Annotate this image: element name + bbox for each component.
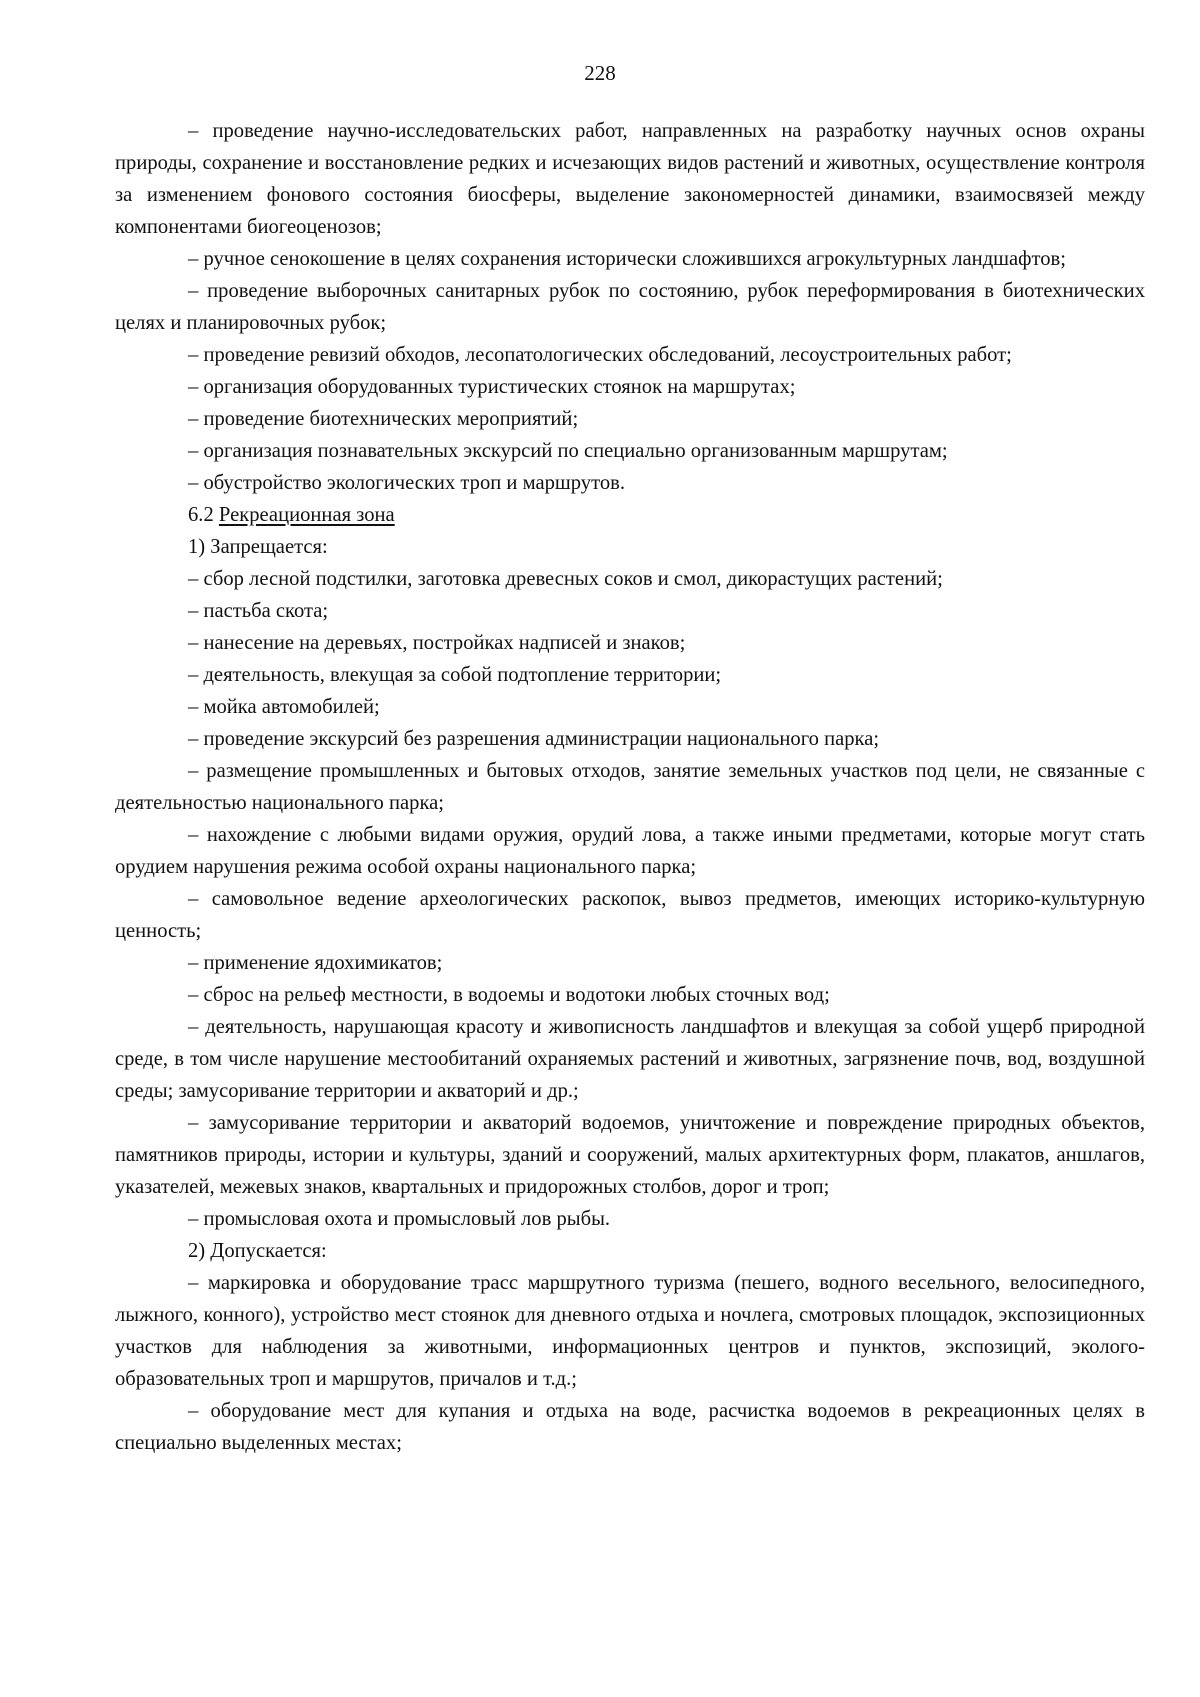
list-item: – организация познавательных экскурсий по специально организованным маршрутам;	[188, 440, 948, 462]
section-number: 6.2	[188, 504, 214, 526]
list-item: – промысловая охота и промысловый лов рыбы.	[188, 1208, 611, 1230]
list-item: – нахождение с любыми видами оружия, орудий лова, а также иными предметами, которые могут стать орудием нарушения режима особой охраны национального парка;	[115, 824, 1145, 878]
allowed-heading: 2) Допускается:	[188, 1240, 327, 1262]
list-item: – проведение научно-исследовательских работ, направленных на разработку научных основ охраны природы, сохранение и восстановление редких и исчезающих видов растений и животных, осуществление контроля за изменением фонового состояния биосферы, выделение закономерностей динамики, взаимосвязей между компонентами биогеоценозов;	[115, 120, 1145, 238]
list-item: – мойка автомобилей;	[188, 696, 380, 718]
prohibited-heading: 1) Запрещается:	[188, 536, 328, 558]
list-item: – оборудование мест для купания и отдыха на воде, расчистка водоемов в рекреационных целях в специально выделенных местах;	[115, 1400, 1145, 1454]
section-heading	[115, 499, 1145, 531]
list-item: – организация оборудованных туристических стоянок на маршрутах;	[188, 376, 796, 398]
document-body	[115, 115, 1145, 1459]
list-item: – маркировка и оборудование трасс маршрутного туризма (пешего, водного весельного, велосипедного, лыжного, конного), устройство мест стоянок для дневного отдыха и ночлега, смотровых площадок, экспозиционных участков для наблюдения за животными, информационных центров и пунктов, экспозиций, эколого-образовательных троп и маршрутов, причалов и т.д.;	[115, 1272, 1145, 1390]
list-item: – ручное сенокошение в целях сохранения исторически сложившихся агрокультурных ландшафтов;	[188, 248, 1066, 270]
list-item: – сбор лесной подстилки, заготовка древесных соков и смол, дикорастущих растений;	[188, 568, 943, 590]
list-item: – обустройство экологических троп и маршрутов.	[188, 472, 625, 494]
list-item: – деятельность, влекущая за собой подтопление территории;	[188, 664, 722, 686]
list-item: – пастьба скота;	[188, 600, 329, 622]
section-title: Рекреационная зона	[218, 504, 395, 526]
list-item: – проведение экскурсий без разрешения администрации национального парка;	[188, 728, 880, 750]
list-item: – проведение ревизий обходов, лесопатологических обследований, лесоустроительных работ;	[188, 344, 1012, 366]
list-item: – применение ядохимикатов;	[188, 952, 443, 974]
list-item: – самовольное ведение археологических раскопок, вывоз предметов, имеющих историко-культурную ценность;	[115, 888, 1145, 942]
list-item: – размещение промышленных и бытовых отходов, занятие земельных участков под цели, не связанные с деятельностью национального парка;	[115, 760, 1145, 814]
list-item: – проведение биотехнических мероприятий;	[188, 408, 579, 430]
list-item: – сброс на рельеф местности, в водоемы и водотоки любых сточных вод;	[188, 984, 830, 1006]
list-item: – замусоривание территории и акваторий водоемов, уничтожение и повреждение природных объектов, памятников природы, истории и культуры, зданий и сооружений, малых архитектурных форм, плакатов, аншлагов, указателей, межевых знаков, квартальных и придорожных столбов, дорог и троп;	[115, 1112, 1145, 1198]
list-item: – деятельность, нарушающая красоту и живописность ландшафтов и влекущая за собой ущерб природной среде, в том числе нарушение местообитаний охраняемых растений и животных, загрязнение почв, вод, воздушной среды; замусоривание территории и акваторий и др.;	[115, 1016, 1145, 1102]
page-number: 228	[584, 61, 616, 85]
list-item: – нанесение на деревьях, постройках надписей и знаков;	[188, 632, 686, 654]
list-item: – проведение выборочных санитарных рубок по состоянию, рубок переформирования в биотехнических целях и планировочных рубок;	[115, 280, 1145, 334]
